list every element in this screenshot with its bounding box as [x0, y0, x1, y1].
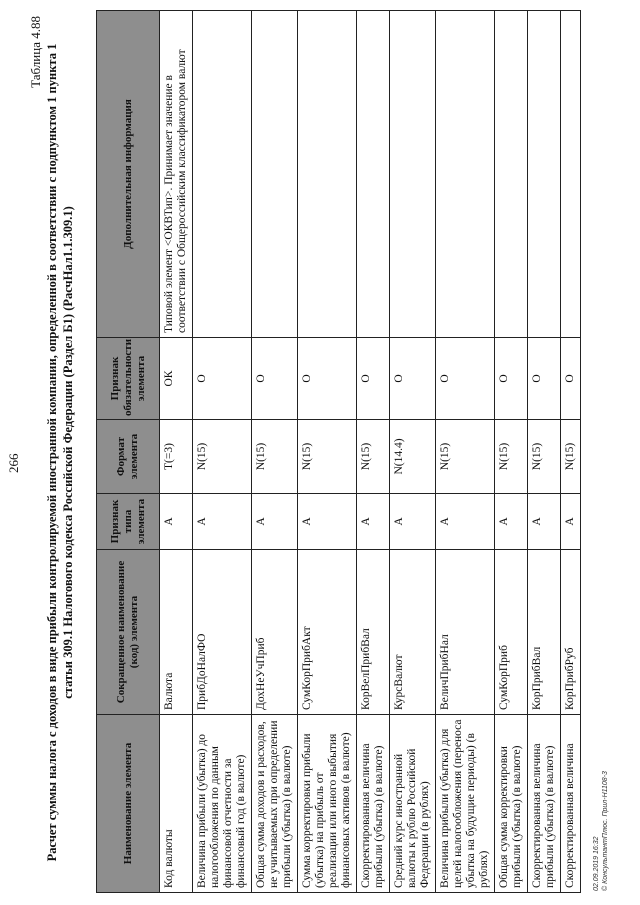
cell-format: N(15) — [561, 420, 581, 494]
cell-code: КорПрибВал — [528, 550, 561, 715]
cell-name: Сумма корректировки прибыли (убытка) на прибыль от реализации или иного выбытия финансовых активов (в валюте) — [298, 715, 357, 893]
cell-info — [528, 11, 561, 338]
header-required: Признак обязательности элемента — [97, 338, 160, 420]
header-info: Дополнительная информация — [97, 11, 160, 338]
cell-required: О — [252, 338, 298, 420]
cell-info — [495, 11, 528, 338]
cell-format: N(15) — [357, 420, 390, 494]
cell-required: О — [436, 338, 495, 420]
header-format: Формат элемента — [97, 420, 160, 494]
cell-name: Средний курс иностранной валюты к рублю Российской Федерации (в рублях) — [390, 715, 436, 893]
cell-name: Код валюты — [160, 715, 193, 893]
cell-type: А — [298, 494, 357, 550]
cell-type: А — [252, 494, 298, 550]
cell-required: О — [495, 338, 528, 420]
cell-code: СумКорПриб — [495, 550, 528, 715]
cell-required: О — [390, 338, 436, 420]
cell-name: Величина прибыли (убытка) до налогообложения по данным финансовой отчетности за финансовый год (в валюте) — [193, 715, 252, 893]
cell-format: N(15) — [193, 420, 252, 494]
cell-info — [561, 11, 581, 338]
table-row — [561, 11, 581, 893]
cell-code: ДохНеУчПриб — [252, 550, 298, 715]
cell-code: Валюта — [160, 550, 193, 715]
table-number: Таблица 4.88 — [28, 16, 43, 88]
cell-type: А — [357, 494, 390, 550]
cell-name: Общая сумма корректировки прибыли (убытка) (в валюте) — [495, 715, 528, 893]
page-number: 266 — [6, 453, 21, 473]
table-row — [298, 11, 357, 893]
cell-info — [193, 11, 252, 338]
table-header-row — [97, 11, 160, 893]
footer-timestamp: 02.09.2019 16:32 — [593, 836, 600, 891]
cell-info — [357, 11, 390, 338]
cell-required: О — [528, 338, 561, 420]
cell-info — [390, 11, 436, 338]
cell-type: А — [495, 494, 528, 550]
cell-type: А — [160, 494, 193, 550]
cell-format: N(15) — [436, 420, 495, 494]
cell-info — [252, 11, 298, 338]
table-row — [528, 11, 561, 893]
table-row — [160, 11, 193, 893]
cell-required: О — [357, 338, 390, 420]
cell-type: А — [390, 494, 436, 550]
cell-code: ВеличПрибНал — [436, 550, 495, 715]
cell-format: N(15) — [298, 420, 357, 494]
table-row — [252, 11, 298, 893]
cell-required: О — [298, 338, 357, 420]
cell-name: Скорректированная величина — [561, 715, 581, 893]
cell-type: А — [528, 494, 561, 550]
cell-format: T(=3) — [160, 420, 193, 494]
page-footer — [592, 771, 610, 891]
header-code: Сокращенное наименование (код) элемента — [97, 550, 160, 715]
cell-name: Величина прибыли (убытка) для целей налогообложения (переноса убытка на будущие периоды) (в рублях) — [436, 715, 495, 893]
table-row — [193, 11, 252, 893]
cell-name: Скорректированная величина прибыли (убытка) (в валюте) — [528, 715, 561, 893]
cell-info — [298, 11, 357, 338]
cell-required: О — [561, 338, 581, 420]
footer-source: © КонсультантПлюс. Прил-Н1108-3 — [602, 771, 609, 891]
cell-code: КорПрибРуб — [561, 550, 581, 715]
cell-code: ПрибДоНалФО — [193, 550, 252, 715]
header-type: Признак типа элемента — [97, 494, 160, 550]
cell-type: А — [436, 494, 495, 550]
cell-format: N(15) — [495, 420, 528, 494]
cell-format: N(14.4) — [390, 420, 436, 494]
table-row — [390, 11, 436, 893]
elements-table — [96, 10, 581, 893]
table-row — [495, 11, 528, 893]
cell-info: Типовой элемент <ОКВТип>. Принимает значение в соответствии с Общероссийским классификатором валют — [160, 11, 193, 338]
header-name: Наименование элемента — [97, 715, 160, 893]
cell-type: А — [561, 494, 581, 550]
cell-info — [436, 11, 495, 338]
cell-format: N(15) — [528, 420, 561, 494]
table-row — [357, 11, 390, 893]
cell-required: ОК — [160, 338, 193, 420]
cell-code: КорВелПрибВал — [357, 550, 390, 715]
cell-format: N(15) — [252, 420, 298, 494]
cell-type: А — [193, 494, 252, 550]
cell-code: СумКорПрибАкт — [298, 550, 357, 715]
cell-name: Скорректированная величина прибыли (убытка) (в валюте) — [357, 715, 390, 893]
cell-required: О — [193, 338, 252, 420]
table-caption: Расчет суммы налога с доходов в виде прибыли контролируемой иностранной компании, определенной в соответствии с подпунктом 1 пункта 1 статьи 309.1 Налогового кодекса Российской Федерации (Раздел Б1) (РасчНал1.1.309.1) — [45, 43, 75, 862]
table-row — [436, 11, 495, 893]
cell-name: Общая сумма доходов и расходов, не учитываемых при определении прибыли (убытка) (в валюте) — [252, 715, 298, 893]
cell-code: КурсВалют — [390, 550, 436, 715]
